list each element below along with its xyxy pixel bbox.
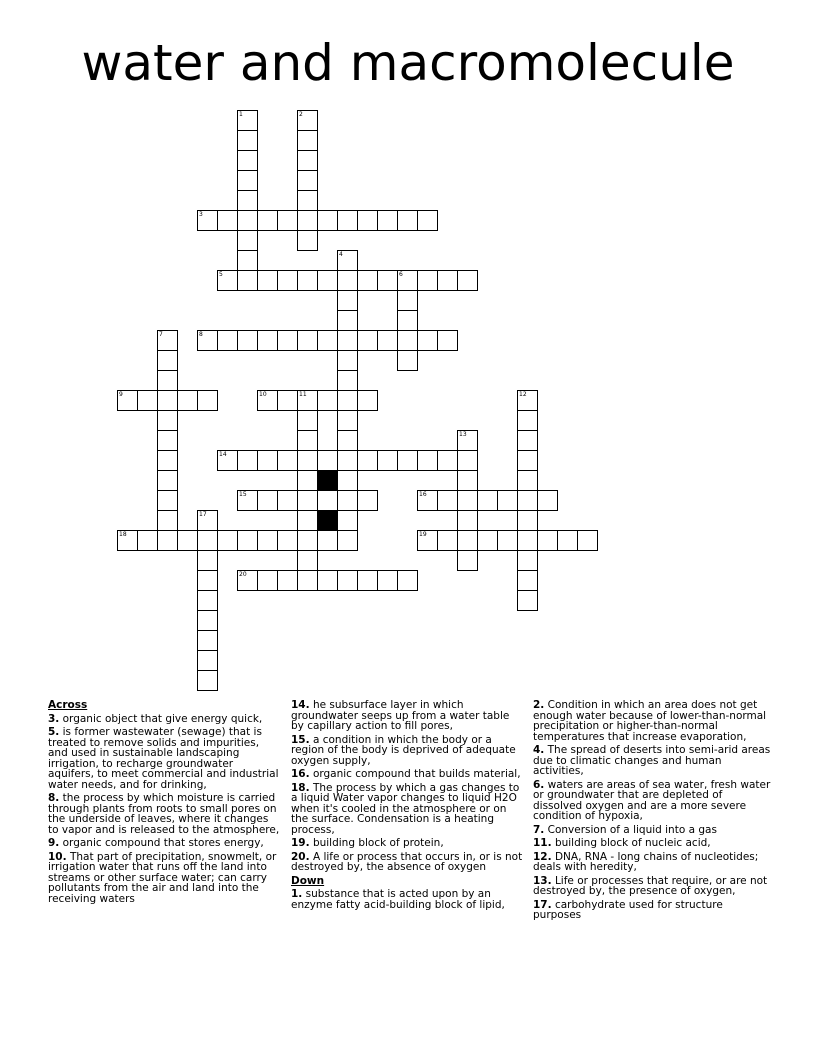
- grid-cell[interactable]: [237, 450, 258, 471]
- grid-cell[interactable]: [117, 390, 138, 411]
- grid-cell[interactable]: [517, 570, 538, 591]
- grid-cell[interactable]: [397, 350, 418, 371]
- grid-cell[interactable]: [237, 190, 258, 211]
- clue-number: 4: [339, 251, 343, 258]
- grid-cell[interactable]: [277, 210, 298, 231]
- grid-cell[interactable]: [317, 570, 338, 591]
- down-clue: [291, 889, 523, 910]
- grid-cell[interactable]: [137, 390, 158, 411]
- grid-cell[interactable]: [337, 250, 358, 271]
- down-clue: [533, 745, 773, 777]
- grid-cell[interactable]: [337, 310, 358, 331]
- clue-column-2: [291, 700, 523, 913]
- down-clue: [533, 876, 773, 897]
- grid-cell[interactable]: [157, 410, 178, 431]
- grid-cell[interactable]: [297, 530, 318, 551]
- grid-cell[interactable]: [297, 470, 318, 491]
- grid-cell[interactable]: [417, 530, 438, 551]
- grid-cell[interactable]: [297, 390, 318, 411]
- grid-cell[interactable]: [457, 490, 478, 511]
- grid-cell[interactable]: [457, 450, 478, 471]
- grid-cell[interactable]: [157, 490, 178, 511]
- grid-cell[interactable]: [237, 210, 258, 231]
- grid-cell[interactable]: [437, 270, 458, 291]
- down-clue: [533, 700, 773, 742]
- clue-number-label: 15.: [291, 733, 310, 746]
- across-clue: [291, 838, 523, 849]
- grid-cell[interactable]: [357, 450, 378, 471]
- clue-number: 10: [259, 391, 267, 398]
- grid-cell[interactable]: [237, 490, 258, 511]
- clue-number: 18: [119, 531, 127, 538]
- grid-cell[interactable]: [257, 570, 278, 591]
- clue-number-label: 14.: [291, 699, 310, 711]
- grid-cell[interactable]: [297, 330, 318, 351]
- clue-number: 5: [219, 271, 223, 278]
- clue-text: organic object that give energy quick,: [59, 712, 263, 725]
- grid-cell[interactable]: [557, 530, 578, 551]
- grid-cell[interactable]: [297, 410, 318, 431]
- clue-number: 6: [399, 271, 403, 278]
- across-clue: [291, 735, 523, 767]
- clue-column-3: [533, 700, 773, 924]
- grid-cell[interactable]: [317, 390, 338, 411]
- clue-text: he subsurface layer in which groundwater seeps up from a water table by capillary action to fill pores,: [291, 699, 510, 732]
- grid-cell[interactable]: [437, 490, 458, 511]
- grid-cell[interactable]: [257, 210, 278, 231]
- clue-text: DNA, RNA - long chains of nucleotides; deals with heredity,: [533, 850, 759, 873]
- clue-number: 7: [159, 331, 163, 338]
- grid-black-cell: [317, 510, 338, 531]
- clue-number-label: 20.: [291, 850, 310, 863]
- across-clue: [48, 793, 280, 835]
- clue-number: 11: [299, 391, 307, 398]
- clue-number: 15: [239, 491, 247, 498]
- grid-cell[interactable]: [537, 530, 558, 551]
- grid-cell[interactable]: [197, 390, 218, 411]
- grid-cell[interactable]: [297, 110, 318, 131]
- grid-cell[interactable]: [157, 370, 178, 391]
- grid-cell[interactable]: [437, 450, 458, 471]
- down-heading: Down: [291, 874, 325, 887]
- down-clue: [533, 838, 773, 849]
- clue-number-label: 4.: [533, 744, 545, 756]
- grid-cell[interactable]: [457, 270, 478, 291]
- grid-cell[interactable]: [337, 270, 358, 291]
- grid-cell[interactable]: [517, 430, 538, 451]
- grid-cell[interactable]: [537, 490, 558, 511]
- clue-number: 19: [419, 531, 427, 538]
- clue-number-label: 16.: [291, 768, 310, 780]
- grid-cell[interactable]: [277, 530, 298, 551]
- grid-cell[interactable]: [517, 410, 538, 431]
- grid-cell[interactable]: [457, 470, 478, 491]
- clue-number-label: 1.: [291, 888, 303, 900]
- grid-cell[interactable]: [517, 390, 538, 411]
- clue-text: The process by which a gas changes to a liquid Water vapor changes to liquid H2O when it's cooled in the atmosphere or on the surface. Condensation is a heating process,: [291, 781, 520, 836]
- grid-cell[interactable]: [397, 330, 418, 351]
- grid-cell[interactable]: [417, 450, 438, 471]
- grid-cell[interactable]: [177, 390, 198, 411]
- grid-cell[interactable]: [397, 210, 418, 231]
- grid-cell[interactable]: [137, 530, 158, 551]
- grid-cell[interactable]: [357, 210, 378, 231]
- clue-text: carbohydrate used for structure purposes: [533, 898, 723, 921]
- clue-number: 14: [219, 451, 227, 458]
- grid-cell[interactable]: [397, 270, 418, 291]
- puzzle-title: water and macromolecule: [81, 34, 735, 92]
- grid-cell[interactable]: [477, 530, 498, 551]
- grid-cell[interactable]: [517, 490, 538, 511]
- grid-cell[interactable]: [237, 230, 258, 251]
- clue-number-label: 3.: [48, 712, 60, 725]
- grid-cell[interactable]: [277, 270, 298, 291]
- grid-cell[interactable]: [397, 310, 418, 331]
- clue-number-label: 5.: [48, 726, 60, 738]
- grid-cell[interactable]: [417, 270, 438, 291]
- grid-cell[interactable]: [437, 330, 458, 351]
- grid-cell[interactable]: [297, 190, 318, 211]
- grid-cell[interactable]: [217, 210, 238, 231]
- grid-cell[interactable]: [437, 530, 458, 551]
- grid-cell[interactable]: [157, 430, 178, 451]
- grid-cell[interactable]: [337, 570, 358, 591]
- grid-cell[interactable]: [297, 210, 318, 231]
- grid-cell[interactable]: [177, 530, 198, 551]
- grid-cell[interactable]: [257, 270, 278, 291]
- grid-cell[interactable]: [417, 490, 438, 511]
- grid-cell[interactable]: [197, 590, 218, 611]
- grid-cell[interactable]: [337, 450, 358, 471]
- clue-number: 9: [119, 391, 123, 398]
- grid-cell[interactable]: [217, 530, 238, 551]
- grid-cell[interactable]: [517, 510, 538, 531]
- down-clue: [533, 825, 773, 836]
- grid-cell[interactable]: [377, 570, 398, 591]
- across-clue: [48, 838, 280, 849]
- grid-cell[interactable]: [577, 530, 598, 551]
- clue-number-label: 9.: [48, 837, 60, 849]
- grid-cell[interactable]: [517, 530, 538, 551]
- grid-cell[interactable]: [337, 290, 358, 311]
- across-clue: [48, 727, 280, 790]
- grid-cell[interactable]: [197, 670, 218, 691]
- grid-cell[interactable]: [337, 510, 358, 531]
- clue-number: 3: [199, 211, 203, 218]
- grid-cell[interactable]: [217, 450, 238, 471]
- grid-cell[interactable]: [337, 430, 358, 451]
- clue-number: 8: [199, 331, 203, 338]
- clue-text: organic compound that stores energy,: [59, 837, 264, 849]
- grid-cell[interactable]: [477, 490, 498, 511]
- grid-cell[interactable]: [357, 490, 378, 511]
- grid-cell[interactable]: [337, 490, 358, 511]
- clue-text: Condition in which an area does not get enough water because of lower-than-normal precipitation or higher-than-normal temperatures that increase evaporation,: [533, 699, 767, 743]
- clue-number: 2: [299, 111, 303, 118]
- grid-cell[interactable]: [397, 570, 418, 591]
- grid-cell[interactable]: [377, 450, 398, 471]
- grid-cell[interactable]: [337, 210, 358, 231]
- clue-number-label: 2.: [533, 699, 545, 711]
- grid-cell[interactable]: [297, 150, 318, 171]
- grid-cell[interactable]: [457, 430, 478, 451]
- grid-cell[interactable]: [197, 610, 218, 631]
- grid-cell[interactable]: [257, 490, 278, 511]
- grid-cell[interactable]: [497, 490, 518, 511]
- grid-cell[interactable]: [157, 330, 178, 351]
- grid-cell[interactable]: [157, 350, 178, 371]
- grid-cell[interactable]: [237, 530, 258, 551]
- grid-cell[interactable]: [337, 530, 358, 551]
- grid-cell[interactable]: [397, 450, 418, 471]
- grid-cell[interactable]: [297, 570, 318, 591]
- across-clue: [48, 714, 280, 725]
- grid-cell[interactable]: [357, 270, 378, 291]
- grid-cell[interactable]: [297, 230, 318, 251]
- grid-cell[interactable]: [197, 330, 218, 351]
- grid-cell[interactable]: [337, 390, 358, 411]
- grid-cell[interactable]: [257, 390, 278, 411]
- clue-number-label: 12.: [533, 850, 552, 863]
- grid-cell[interactable]: [157, 510, 178, 531]
- clue-text: a condition in which the body or a region of the body is deprived of adequate oxygen supply,: [291, 733, 516, 767]
- clue-text: building block of nucleic acid,: [551, 837, 711, 849]
- grid-cell[interactable]: [297, 430, 318, 451]
- clue-column-1: [48, 700, 280, 907]
- grid-cell[interactable]: [197, 570, 218, 591]
- grid-cell[interactable]: [497, 530, 518, 551]
- grid-cell[interactable]: [297, 270, 318, 291]
- grid-cell[interactable]: [257, 450, 278, 471]
- clue-number-label: 18.: [291, 781, 310, 794]
- grid-cell[interactable]: [377, 330, 398, 351]
- clue-text: waters are areas of sea water, fresh water or groundwater that are depleted of dissolved oxygen and are a more severe condition of hypoxia,: [533, 778, 771, 822]
- grid-cell[interactable]: [457, 510, 478, 531]
- across-list-a: [48, 714, 280, 905]
- grid-cell[interactable]: [517, 550, 538, 571]
- grid-cell[interactable]: [117, 530, 138, 551]
- grid-cell[interactable]: [417, 330, 438, 351]
- grid-cell[interactable]: [317, 270, 338, 291]
- grid-cell[interactable]: [277, 450, 298, 471]
- grid-cell[interactable]: [237, 150, 258, 171]
- grid-cell[interactable]: [237, 330, 258, 351]
- grid-cell[interactable]: [377, 210, 398, 231]
- grid-cell[interactable]: [197, 210, 218, 231]
- across-list-b: [291, 700, 523, 873]
- clue-text: Conversion of a liquid into a gas: [544, 823, 717, 836]
- grid-cell[interactable]: [277, 330, 298, 351]
- clue-number: 13: [459, 431, 467, 438]
- clue-text: That part of precipitation, snowmelt, or irrigation water that runs off the land into streams or other surface water; can carry pollutants from the air and land into the receiving waters: [48, 850, 277, 905]
- grid-cell[interactable]: [197, 630, 218, 651]
- grid-cell[interactable]: [297, 450, 318, 471]
- grid-cell[interactable]: [277, 570, 298, 591]
- grid-cell[interactable]: [297, 510, 318, 531]
- grid-cell[interactable]: [397, 290, 418, 311]
- grid-cell[interactable]: [377, 270, 398, 291]
- grid-cell[interactable]: [317, 450, 338, 471]
- clue-number: 17: [199, 511, 207, 518]
- grid-cell[interactable]: [457, 530, 478, 551]
- across-clue: [291, 852, 523, 873]
- down-clue: [533, 900, 773, 921]
- grid-cell[interactable]: [257, 330, 278, 351]
- grid-cell[interactable]: [517, 590, 538, 611]
- clue-number-label: 13.: [533, 874, 552, 887]
- grid-cell[interactable]: [237, 250, 258, 271]
- clue-number-label: 19.: [291, 837, 310, 849]
- clue-text: The spread of deserts into semi-arid areas due to climatic changes and human activities,: [533, 744, 771, 777]
- grid-cell[interactable]: [197, 530, 218, 551]
- grid-cell[interactable]: [297, 550, 318, 571]
- across-clue: [291, 783, 523, 836]
- clue-number: 12: [519, 391, 527, 398]
- grid-cell[interactable]: [357, 570, 378, 591]
- grid-cell[interactable]: [157, 470, 178, 491]
- grid-cell[interactable]: [337, 410, 358, 431]
- clue-text: the process by which moisture is carried through plants from roots to small pores on the underside of leaves, where it changes to vapor and is released to the atmosphere,: [48, 792, 280, 836]
- grid-cell[interactable]: [317, 490, 338, 511]
- grid-cell[interactable]: [517, 470, 538, 491]
- grid-cell[interactable]: [197, 650, 218, 671]
- clue-number-label: 11.: [533, 837, 552, 849]
- down-clue: [533, 852, 773, 873]
- clue-number-label: 10.: [48, 850, 67, 863]
- across-clue: [48, 852, 280, 905]
- across-clue: [291, 769, 523, 780]
- clue-text: A life or process that occurs in, or is not destroyed by, the absence of oxygen: [291, 850, 523, 873]
- clue-number: 16: [419, 491, 427, 498]
- grid-cell[interactable]: [457, 550, 478, 571]
- clue-number-label: 8.: [48, 792, 60, 804]
- grid-cell[interactable]: [317, 210, 338, 231]
- clue-text: building block of protein,: [309, 837, 444, 849]
- grid-cell[interactable]: [317, 330, 338, 351]
- clue-number: 20: [239, 571, 247, 578]
- down-clue: [533, 780, 773, 822]
- clue-number: 1: [239, 111, 243, 118]
- clue-text: is former wastewater (sewage) that is treated to remove solids and impurities, and used in sustainable landscaping irrigation, to recharge groundwater aquifers, to meet commercial and industrial water needs, and for drinking,: [48, 726, 279, 791]
- grid-cell[interactable]: [337, 330, 358, 351]
- grid-cell[interactable]: [237, 110, 258, 131]
- grid-cell[interactable]: [277, 390, 298, 411]
- grid-cell[interactable]: [277, 490, 298, 511]
- clue-text: Life or processes that require, or are not destroyed by, the presence of oxygen,: [533, 874, 768, 897]
- grid-cell[interactable]: [297, 490, 318, 511]
- grid-cell[interactable]: [197, 510, 218, 531]
- clue-number-label: 17.: [533, 898, 552, 911]
- grid-black-cell: [317, 470, 338, 491]
- grid-cell[interactable]: [297, 170, 318, 191]
- grid-cell[interactable]: [417, 210, 438, 231]
- grid-cell[interactable]: [237, 270, 258, 291]
- down-list-b: [533, 700, 773, 921]
- grid-cell[interactable]: [357, 390, 378, 411]
- clue-number-label: 6.: [533, 778, 545, 791]
- down-list-a: [291, 889, 523, 910]
- grid-cell[interactable]: [337, 350, 358, 371]
- grid-cell[interactable]: [337, 370, 358, 391]
- grid-cell[interactable]: [517, 450, 538, 471]
- grid-cell[interactable]: [157, 450, 178, 471]
- grid-cell[interactable]: [197, 550, 218, 571]
- grid-cell[interactable]: [317, 530, 338, 551]
- grid-cell[interactable]: [237, 130, 258, 151]
- clue-text: substance that is acted upon by an enzyme fatty acid-building block of lipid,: [291, 888, 505, 911]
- clue-text: organic compound that builds material,: [309, 768, 521, 780]
- across-clue: [291, 700, 523, 732]
- across-heading: Across: [48, 699, 88, 711]
- clue-number-label: 7.: [533, 823, 545, 836]
- grid-cell[interactable]: [337, 470, 358, 491]
- grid-cell[interactable]: [297, 130, 318, 151]
- grid-cell[interactable]: [237, 570, 258, 591]
- grid-cell[interactable]: [357, 330, 378, 351]
- grid-cell[interactable]: [157, 390, 178, 411]
- grid-cell[interactable]: [217, 270, 238, 291]
- grid-cell[interactable]: [217, 330, 238, 351]
- grid-cell[interactable]: [257, 530, 278, 551]
- grid-cell[interactable]: [237, 170, 258, 191]
- grid-cell[interactable]: [157, 530, 178, 551]
